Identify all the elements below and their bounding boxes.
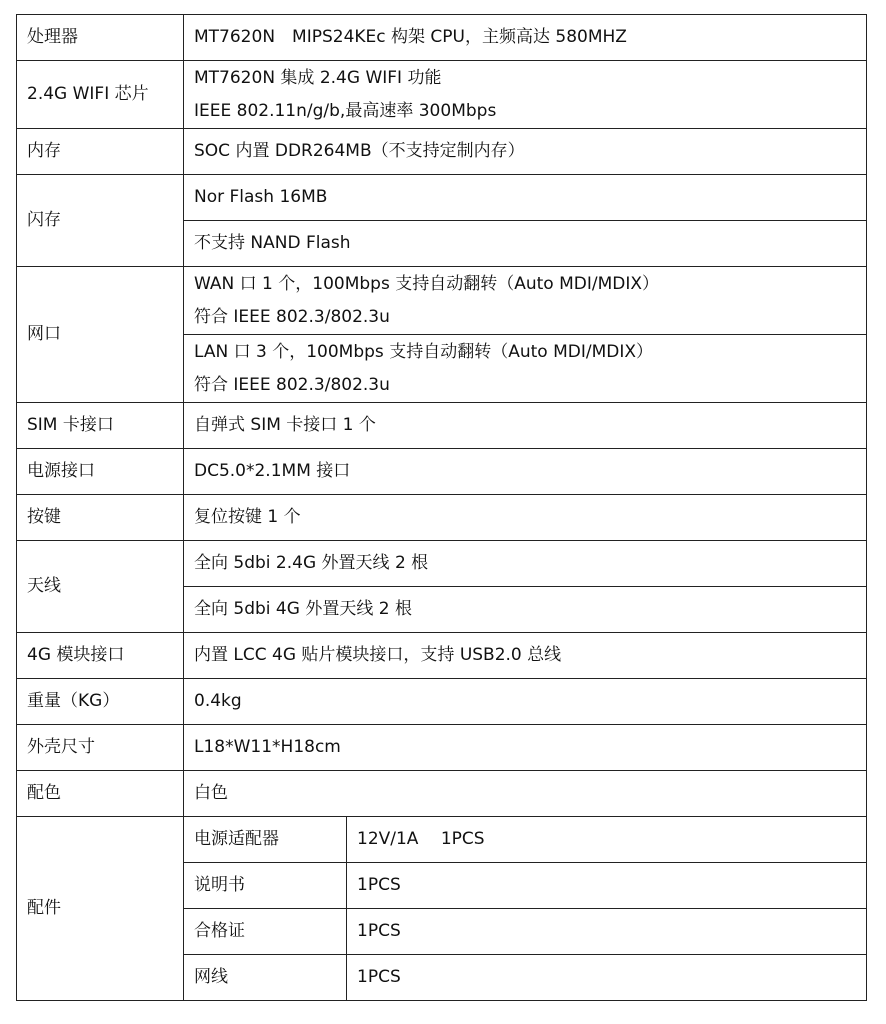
row-value-lan — [184, 335, 867, 403]
table-row — [17, 679, 867, 725]
row-label-network: 网口 — [17, 267, 184, 403]
table-row — [17, 403, 867, 449]
row-label-flash: 闪存 — [17, 175, 184, 267]
accessory-name: 网线 — [184, 955, 347, 1001]
row-value-antenna-2: 全向 5dbi 4G 外置天线 2 根 — [184, 587, 867, 633]
table-row — [17, 495, 867, 541]
row-value-color: 白色 — [184, 771, 867, 817]
row-label-4g-module: 4G 模块接口 — [17, 633, 184, 679]
row-value-cpu: MT7620N MIPS24KEc 构架 CPU，主频高达 580MHZ — [184, 15, 867, 61]
accessory-qty: 12V/1A 1PCS — [347, 817, 867, 863]
accessory-name: 说明书 — [184, 863, 347, 909]
table-row — [17, 541, 867, 587]
table-row — [17, 129, 867, 175]
accessory-qty: 1PCS — [347, 863, 867, 909]
row-value-sim: 自弹式 SIM 卡接口 1 个 — [184, 403, 867, 449]
row-label-cpu: 处理器 — [17, 15, 184, 61]
table-row — [17, 633, 867, 679]
row-label-color: 配色 — [17, 771, 184, 817]
row-value-wifi — [184, 61, 867, 129]
row-label-memory: 内存 — [17, 129, 184, 175]
row-label-accessories: 配件 — [17, 817, 184, 1001]
row-value-flash-2: 不支持 NAND Flash — [184, 221, 867, 267]
accessory-name: 电源适配器 — [184, 817, 347, 863]
row-label-buttons: 按键 — [17, 495, 184, 541]
row-value-power: DC5.0*2.1MM 接口 — [184, 449, 867, 495]
row-label-sim: SIM 卡接口 — [17, 403, 184, 449]
row-value-flash-1: Nor Flash 16MB — [184, 175, 867, 221]
wan-line-1: WAN 口 1 个，100Mbps 支持自动翻转（Auto MDI/MDIX） — [194, 273, 660, 294]
table-row — [17, 267, 867, 335]
accessory-name: 合格证 — [184, 909, 347, 955]
table-row — [17, 175, 867, 221]
table-row — [17, 817, 867, 863]
wifi-line-2: IEEE 802.11n/g/b,最高速率 300Mbps — [194, 100, 497, 121]
row-value-size: L18*W11*H18cm — [184, 725, 867, 771]
accessory-qty: 1PCS — [347, 909, 867, 955]
row-value-wan — [184, 267, 867, 335]
accessory-qty: 1PCS — [347, 955, 867, 1001]
row-label-size: 外壳尺寸 — [17, 725, 184, 771]
row-label-wifi: 2.4G WIFI 芯片 — [17, 61, 184, 129]
wifi-line-1: MT7620N 集成 2.4G WIFI 功能 — [194, 67, 442, 88]
row-value-buttons: 复位按键 1 个 — [184, 495, 867, 541]
row-value-antenna-1: 全向 5dbi 2.4G 外置天线 2 根 — [184, 541, 867, 587]
spec-table — [16, 14, 867, 1001]
row-value-weight: 0.4kg — [184, 679, 867, 725]
table-row — [17, 771, 867, 817]
table-row — [17, 449, 867, 495]
lan-line-1: LAN 口 3 个，100Mbps 支持自动翻转（Auto MDI/MDIX） — [194, 341, 653, 362]
lan-line-2: 符合 IEEE 802.3/802.3u — [194, 374, 390, 395]
row-value-4g-module: 内置 LCC 4G 贴片模块接口，支持 USB2.0 总线 — [184, 633, 867, 679]
row-value-memory: SOC 内置 DDR264MB（不支持定制内存） — [184, 129, 867, 175]
table-row — [17, 15, 867, 61]
row-label-antenna: 天线 — [17, 541, 184, 633]
wan-line-2: 符合 IEEE 802.3/802.3u — [194, 306, 390, 327]
table-row — [17, 725, 867, 771]
row-label-power: 电源接口 — [17, 449, 184, 495]
row-label-weight: 重量（KG） — [17, 679, 184, 725]
table-row — [17, 61, 867, 129]
